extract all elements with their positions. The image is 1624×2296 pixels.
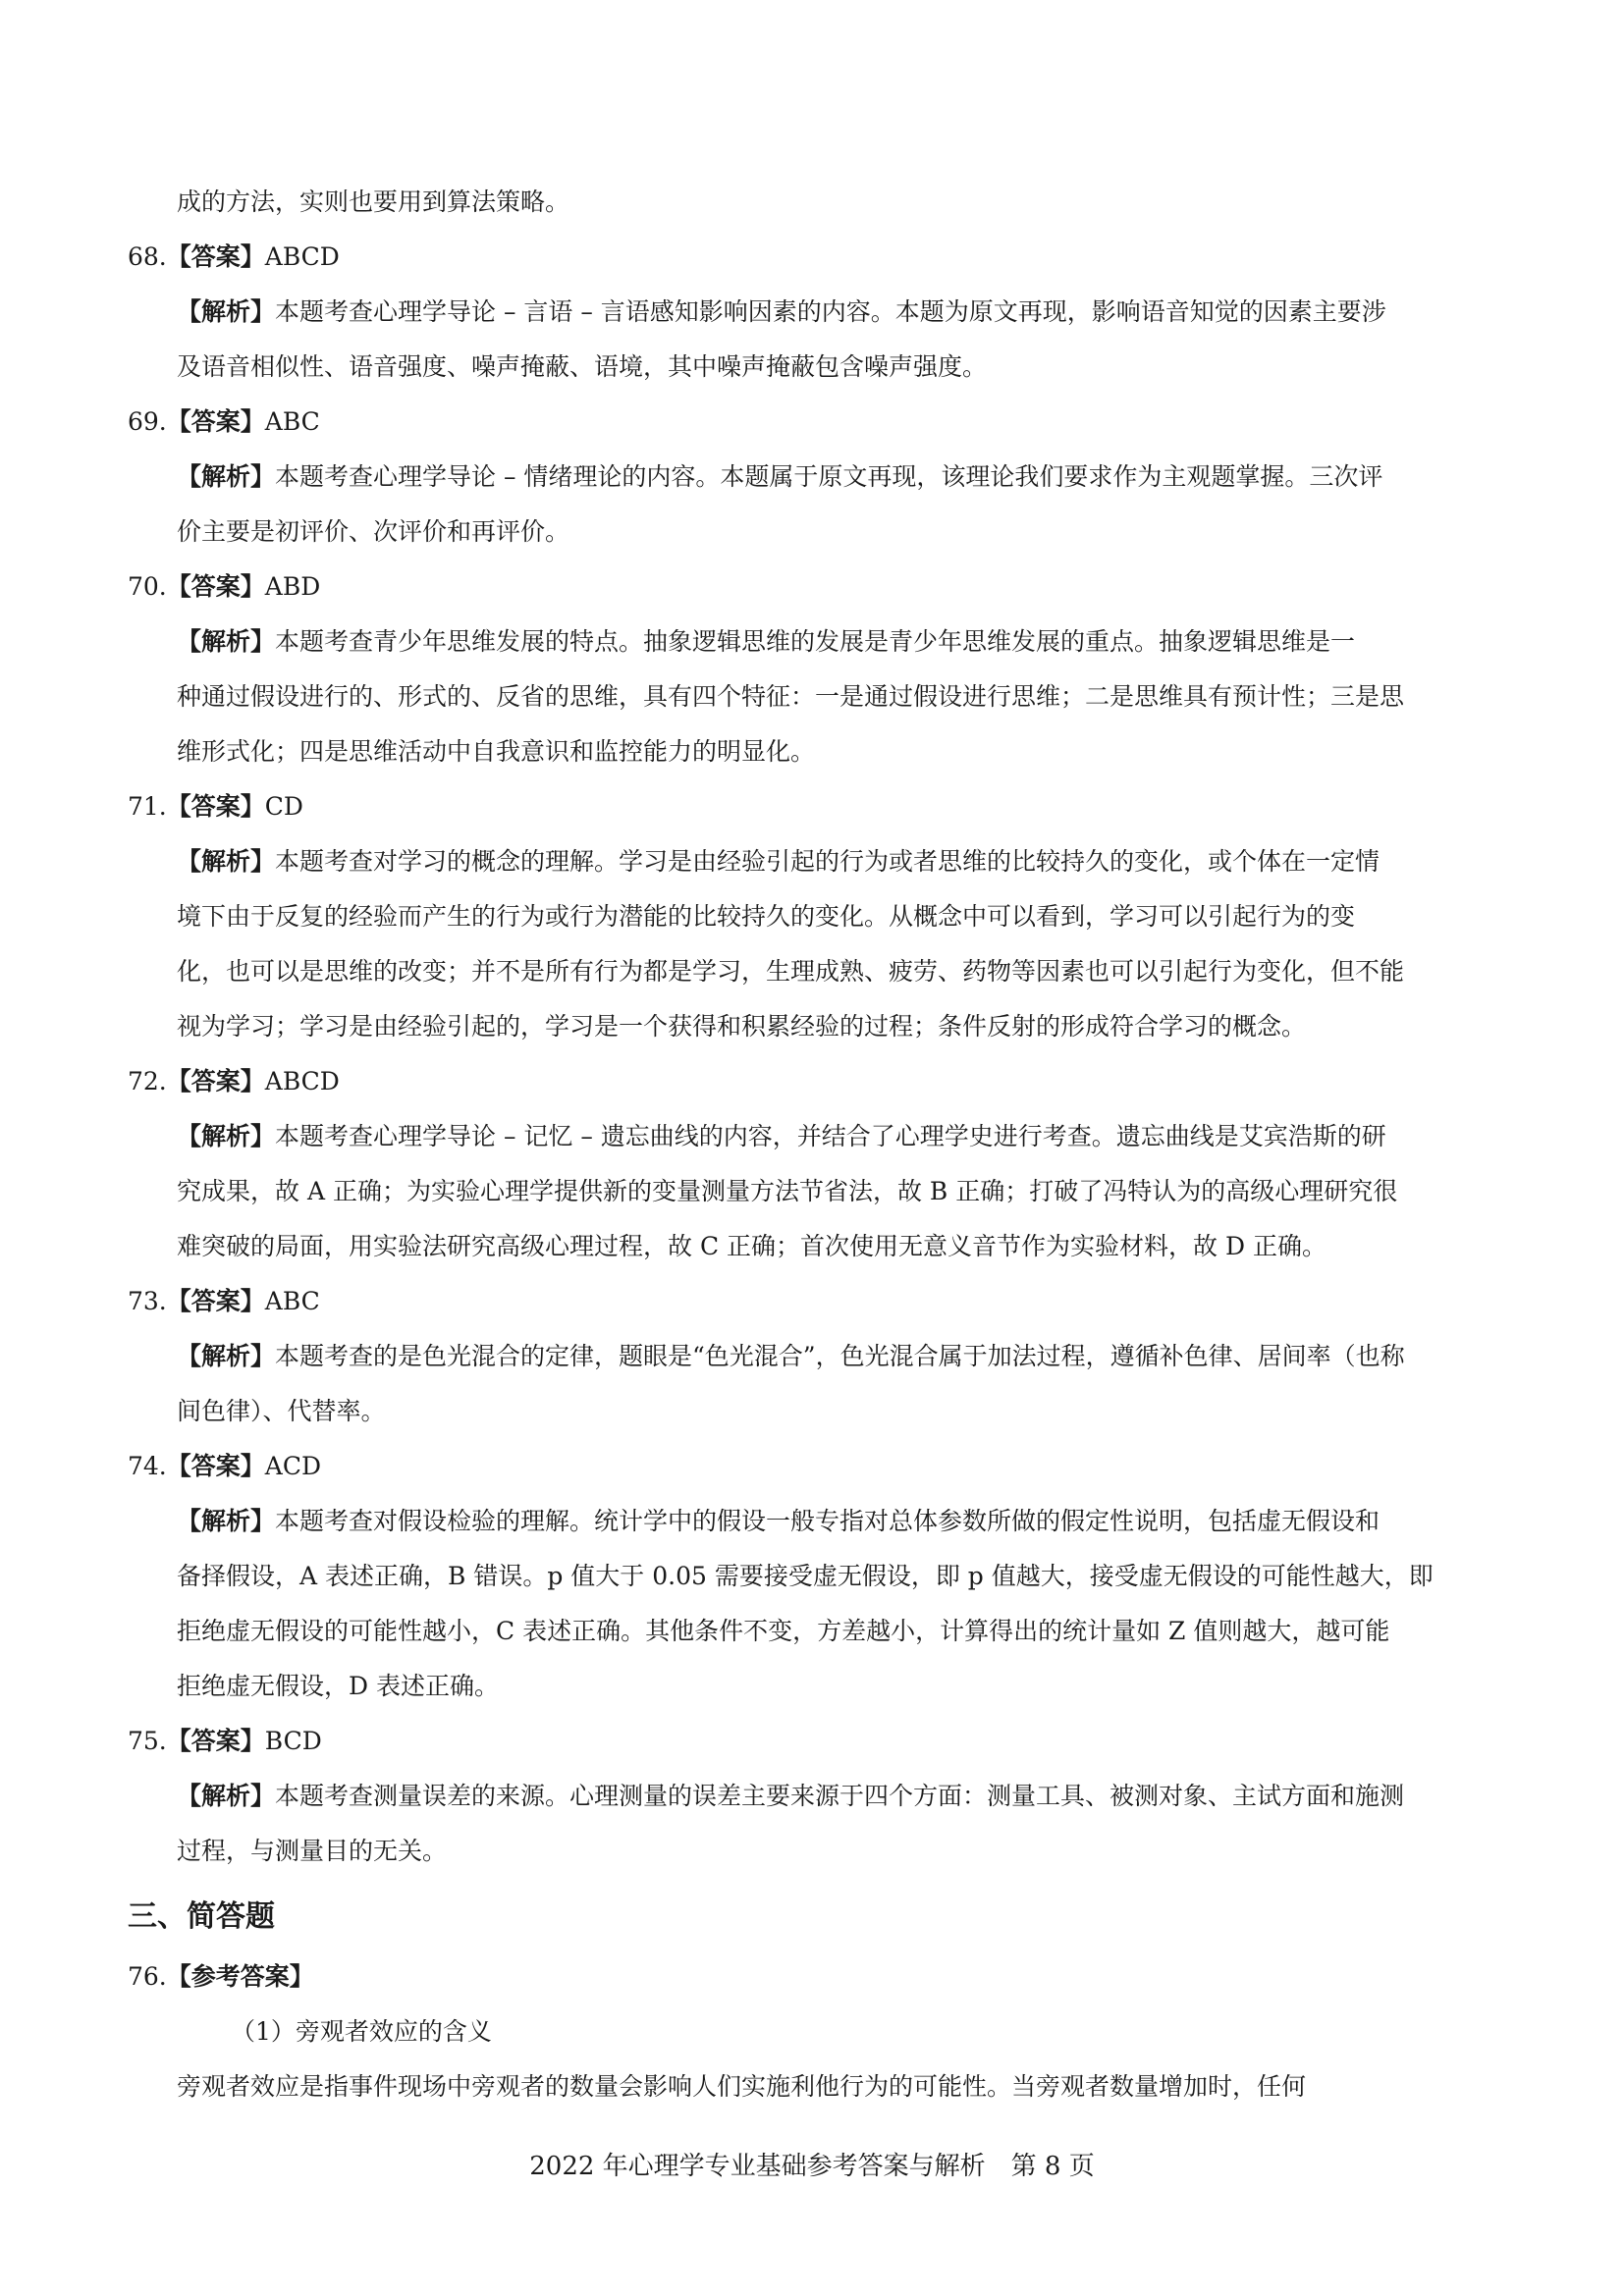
analysis-label: 【解析】 bbox=[177, 627, 276, 656]
answer-line bbox=[128, 1054, 1502, 1109]
analysis-line bbox=[128, 1164, 1502, 1219]
answer-value: ABCD bbox=[264, 242, 340, 271]
answer-value: BCD bbox=[264, 1727, 322, 1755]
analysis-text: 境下由于反复的经验而产生的行为或行为潜能的比较持久的变化。从概念中可以看到，学习可以引起行为的变 bbox=[177, 902, 1356, 931]
answer-line bbox=[128, 1274, 1502, 1329]
q76-text: 旁观者效应是指事件现场中旁观者的数量会影响人们实施利他行为的可能性。当旁观者数量增加时，任何 bbox=[177, 2072, 1307, 2101]
analysis-line bbox=[128, 450, 1502, 505]
analysis-line bbox=[128, 669, 1502, 724]
answer-line bbox=[128, 1714, 1502, 1769]
analysis-label: 【解析】 bbox=[177, 1342, 276, 1370]
analysis-text: 化，也可以是思维的改变；并不是所有行为都是学习，生理成熟、疲劳、药物等因素也可以引起行为变化，但不能 bbox=[177, 957, 1405, 986]
answer-value: ABC bbox=[264, 1287, 320, 1315]
answer-line bbox=[128, 779, 1502, 834]
answer-list bbox=[128, 230, 1502, 1879]
analysis-line bbox=[128, 1604, 1502, 1659]
analysis-line bbox=[128, 1219, 1502, 1274]
answer-value: ABC bbox=[264, 407, 320, 436]
question-number: 70. bbox=[128, 572, 167, 601]
analysis-line bbox=[128, 1769, 1502, 1824]
answer-label: 【答案】 bbox=[166, 792, 265, 821]
analysis-line bbox=[128, 724, 1502, 779]
analysis-line bbox=[128, 1549, 1502, 1604]
analysis-text: 难突破的局面，用实验法研究高级心理过程，故 C 正确；首次使用无意义音节作为实验材料，故 D 正确。 bbox=[177, 1232, 1326, 1260]
analysis-text: 拒绝虚无假设，D 表述正确。 bbox=[177, 1672, 499, 1700]
answer-label: 【答案】 bbox=[166, 407, 265, 436]
q76-subheading: （1）旁观者效应的含义 bbox=[231, 2017, 492, 2046]
analysis-label: 【解析】 bbox=[177, 462, 276, 491]
analysis-label: 【解析】 bbox=[177, 1782, 276, 1810]
analysis-line bbox=[128, 1824, 1502, 1879]
analysis-text: 价主要是初评价、次评价和再评价。 bbox=[177, 517, 570, 546]
question-number: 71. bbox=[128, 792, 167, 821]
question-number: 76. bbox=[128, 1962, 167, 1991]
analysis-label: 【解析】 bbox=[177, 847, 276, 876]
analysis-text: 维形式化；四是思维活动中自我意识和监控能力的明显化。 bbox=[177, 737, 816, 766]
q76-answer-line bbox=[128, 1949, 1502, 2004]
answer-value: ABCD bbox=[264, 1067, 340, 1095]
analysis-text: 视为学习；学习是由经验引起的，学习是一个获得和积累经验的过程；条件反射的形成符合学习的概念。 bbox=[177, 1012, 1307, 1041]
analysis-line bbox=[128, 999, 1502, 1054]
question-number: 75. bbox=[128, 1727, 167, 1755]
analysis-label: 【解析】 bbox=[177, 1507, 276, 1535]
question-number: 74. bbox=[128, 1452, 167, 1480]
answer-line bbox=[128, 395, 1502, 450]
question-number: 72. bbox=[128, 1067, 167, 1095]
answer-label: 【答案】 bbox=[166, 1727, 265, 1755]
analysis-line bbox=[128, 1494, 1502, 1549]
answer-value: CD bbox=[264, 792, 303, 821]
answer-value: ABD bbox=[264, 572, 321, 601]
answer-line bbox=[128, 560, 1502, 614]
analysis-text: 本题考查的是色光混合的定律，题眼是“色光混合”，色光混合属于加法过程，遵循补色律、居间率（也称 bbox=[275, 1342, 1405, 1370]
answer-label: 【答案】 bbox=[166, 1452, 265, 1480]
analysis-line bbox=[128, 944, 1502, 999]
analysis-text: 及语音相似性、语音强度、噪声掩蔽、语境，其中噪声掩蔽包含噪声强度。 bbox=[177, 352, 988, 381]
analysis-text: 本题考查心理学导论 – 记忆 – 遗忘曲线的内容，并结合了心理学史进行考查。遗忘曲线是艾宾浩斯的研 bbox=[275, 1122, 1386, 1150]
analysis-text: 本题考查测量误差的来源。心理测量的误差主要来源于四个方面：测量工具、被测对象、主试方面和施测 bbox=[275, 1782, 1405, 1810]
analysis-text: 过程，与测量目的无关。 bbox=[177, 1837, 448, 1865]
answer-line bbox=[128, 1439, 1502, 1494]
analysis-line bbox=[128, 1659, 1502, 1714]
analysis-line bbox=[128, 505, 1502, 560]
analysis-line bbox=[128, 1384, 1502, 1439]
analysis-line bbox=[128, 889, 1502, 944]
reference-answer-label: 【参考答案】 bbox=[166, 1962, 314, 1991]
analysis-label: 【解析】 bbox=[177, 297, 276, 326]
answer-line bbox=[128, 230, 1502, 285]
analysis-line bbox=[128, 614, 1502, 669]
page-content bbox=[128, 175, 1502, 2114]
page-footer: 2022 年心理学专业基础参考答案与解析 第 8 页 bbox=[529, 2152, 1095, 2181]
answer-label: 【答案】 bbox=[166, 242, 265, 271]
analysis-line bbox=[128, 340, 1502, 395]
question-number: 73. bbox=[128, 1287, 167, 1315]
analysis-text: 间色律）、代替率。 bbox=[177, 1397, 386, 1425]
analysis-text: 本题考查对假设检验的理解。统计学中的假设一般专指对总体参数所做的假定性说明，包括虚无假设和 bbox=[275, 1507, 1380, 1535]
analysis-label: 【解析】 bbox=[177, 1122, 276, 1150]
answer-label: 【答案】 bbox=[166, 1067, 265, 1095]
analysis-line bbox=[128, 285, 1502, 340]
analysis-text: 本题考查青少年思维发展的特点。抽象逻辑思维的发展是青少年思维发展的重点。抽象逻辑思维是一 bbox=[275, 627, 1356, 656]
analysis-text: 本题考查心理学导论 – 言语 – 言语感知影响因素的内容。本题为原文再现，影响语音知觉的因素主要涉 bbox=[275, 297, 1386, 326]
analysis-text: 种通过假设进行的、形式的、反省的思维，具有四个特征：一是通过假设进行思维；二是思维具有预计性；三是思 bbox=[177, 682, 1405, 711]
analysis-text: 拒绝虚无假设的可能性越小，C 表述正确。其他条件不变，方差越小，计算得出的统计量如 Z 值则越大，越可能 bbox=[177, 1617, 1390, 1645]
analysis-text: 究成果，故 A 正确；为实验心理学提供新的变量测量方法节省法，故 B 正确；打破了冯特认为的高级心理研究很 bbox=[177, 1177, 1398, 1205]
question-number: 69. bbox=[128, 407, 167, 436]
section-title: 三、简答题 bbox=[128, 1899, 275, 1934]
analysis-text: 本题考查心理学导论 – 情绪理论的内容。本题属于原文再现，该理论我们要求作为主观题掌握。三次评 bbox=[275, 462, 1383, 491]
answer-label: 【答案】 bbox=[166, 572, 265, 601]
analysis-line bbox=[128, 834, 1502, 889]
answer-label: 【答案】 bbox=[166, 1287, 265, 1315]
continued-text: 成的方法，实则也要用到算法策略。 bbox=[177, 187, 570, 216]
answer-value: ACD bbox=[264, 1452, 322, 1480]
analysis-line bbox=[128, 1109, 1502, 1164]
question-number: 68. bbox=[128, 242, 167, 271]
analysis-text: 本题考查对学习的概念的理解。学习是由经验引起的行为或者思维的比较持久的变化，或个体在一定情 bbox=[275, 847, 1380, 876]
analysis-text: 备择假设，A 表述正确，B 错误。p 值大于 0.05 需要接受虚无假设，即 p 值越大，接受虚无假设的可能性越大，即 bbox=[177, 1562, 1434, 1590]
analysis-line bbox=[128, 1329, 1502, 1384]
